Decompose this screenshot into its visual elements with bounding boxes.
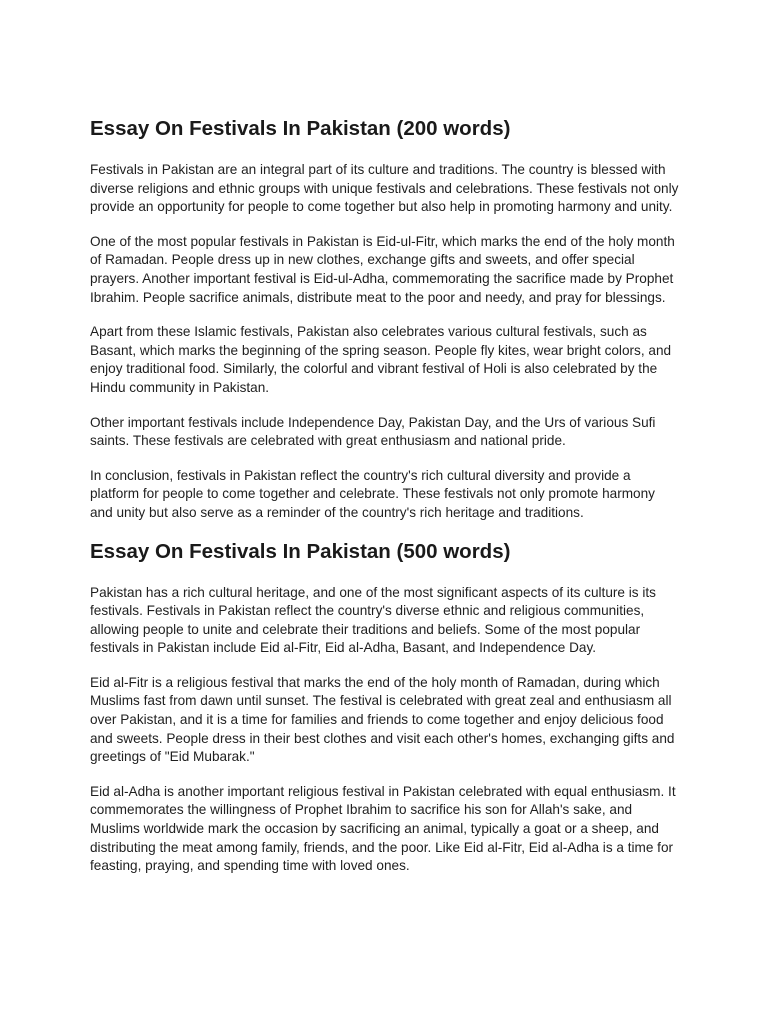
paragraph: Eid al-Fitr is a religious festival that marks the end of the holy month of Ramadan, during which Muslims fast from dawn until sunset. The festival is celebrated with great zeal and enthusiasm all over Pakistan, and it is a time for families and friends to come together and enjoy delicious food and sweets. People dress in their best clothes and visit each other's homes, exchanging gifts and greetings of "Eid Mubarak."	[90, 674, 675, 765]
section-heading: Essay On Festivals In Pakistan (500 words)	[90, 539, 511, 563]
paragraph: Festivals in Pakistan are an integral part of its culture and traditions. The country is blessed with diverse religions and ethnic groups with unique festivals and celebrations. These festivals not only provide an opportunity for people to come together but also help in promoting harmony and unity.	[90, 162, 679, 215]
essay-section-200-words	[90, 116, 680, 523]
paragraph: Eid al-Adha is another important religious festival in Pakistan celebrated with equal enthusiasm. It commemorates the willingness of Prophet Ibrahim to sacrifice his son for Allah's sake, and Muslims worldwide mark the occasion by sacrificing an animal, typically a goat or a sheep, and distributing the meat among family, friends, and the poor. Like Eid al-Fitr, Eid al-Adha is a time for feasting, praying, and spending time with loved ones.	[90, 783, 676, 874]
paragraph: One of the most popular festivals in Pakistan is Eid-ul-Fitr, which marks the end of the holy month of Ramadan. People dress up in new clothes, exchange gifts and sweets, and offer special prayers. Another important festival is Eid-ul-Adha, commemorating the sacrifice made by Prophet Ibrahim. People sacrifice animals, distribute meat to the poor and needy, and pray for blessings.	[90, 233, 675, 305]
paragraph: Apart from these Islamic festivals, Pakistan also celebrates various cultural festivals, such as Basant, which marks the beginning of the spring season. People fly kites, wear bright colors, and enjoy traditional food. Similarly, the colorful and vibrant festival of Holi is also celebrated by the Hindu community in Pakistan.	[90, 324, 672, 395]
section-heading: Essay On Festivals In Pakistan (200 words)	[90, 117, 511, 140]
paragraph: Other important festivals include Independence Day, Pakistan Day, and the Urs of various Sufi saints. These festivals are celebrated with great enthusiasm and national pride.	[90, 414, 656, 449]
paragraph: In conclusion, festivals in Pakistan reflect the country's rich cultural diversity and provide a platform for people to come together and celebrate. These festivals not only promote harmony and unity but also serve as a reminder of the country's rich heritage and traditions.	[90, 467, 655, 520]
paragraph: Pakistan has a rich cultural heritage, and one of the most significant aspects of its culture is its festivals. Festivals in Pakistan reflect the country's diverse ethnic and religious communities, allowing people to unite and celebrate their traditions and beliefs. Some of the most popular festivals in Pakistan include Eid al-Fitr, Eid al-Adha, Basant, and Independence Day.	[90, 584, 656, 656]
essay-section-500-words	[90, 539, 680, 876]
document-page	[90, 116, 680, 892]
